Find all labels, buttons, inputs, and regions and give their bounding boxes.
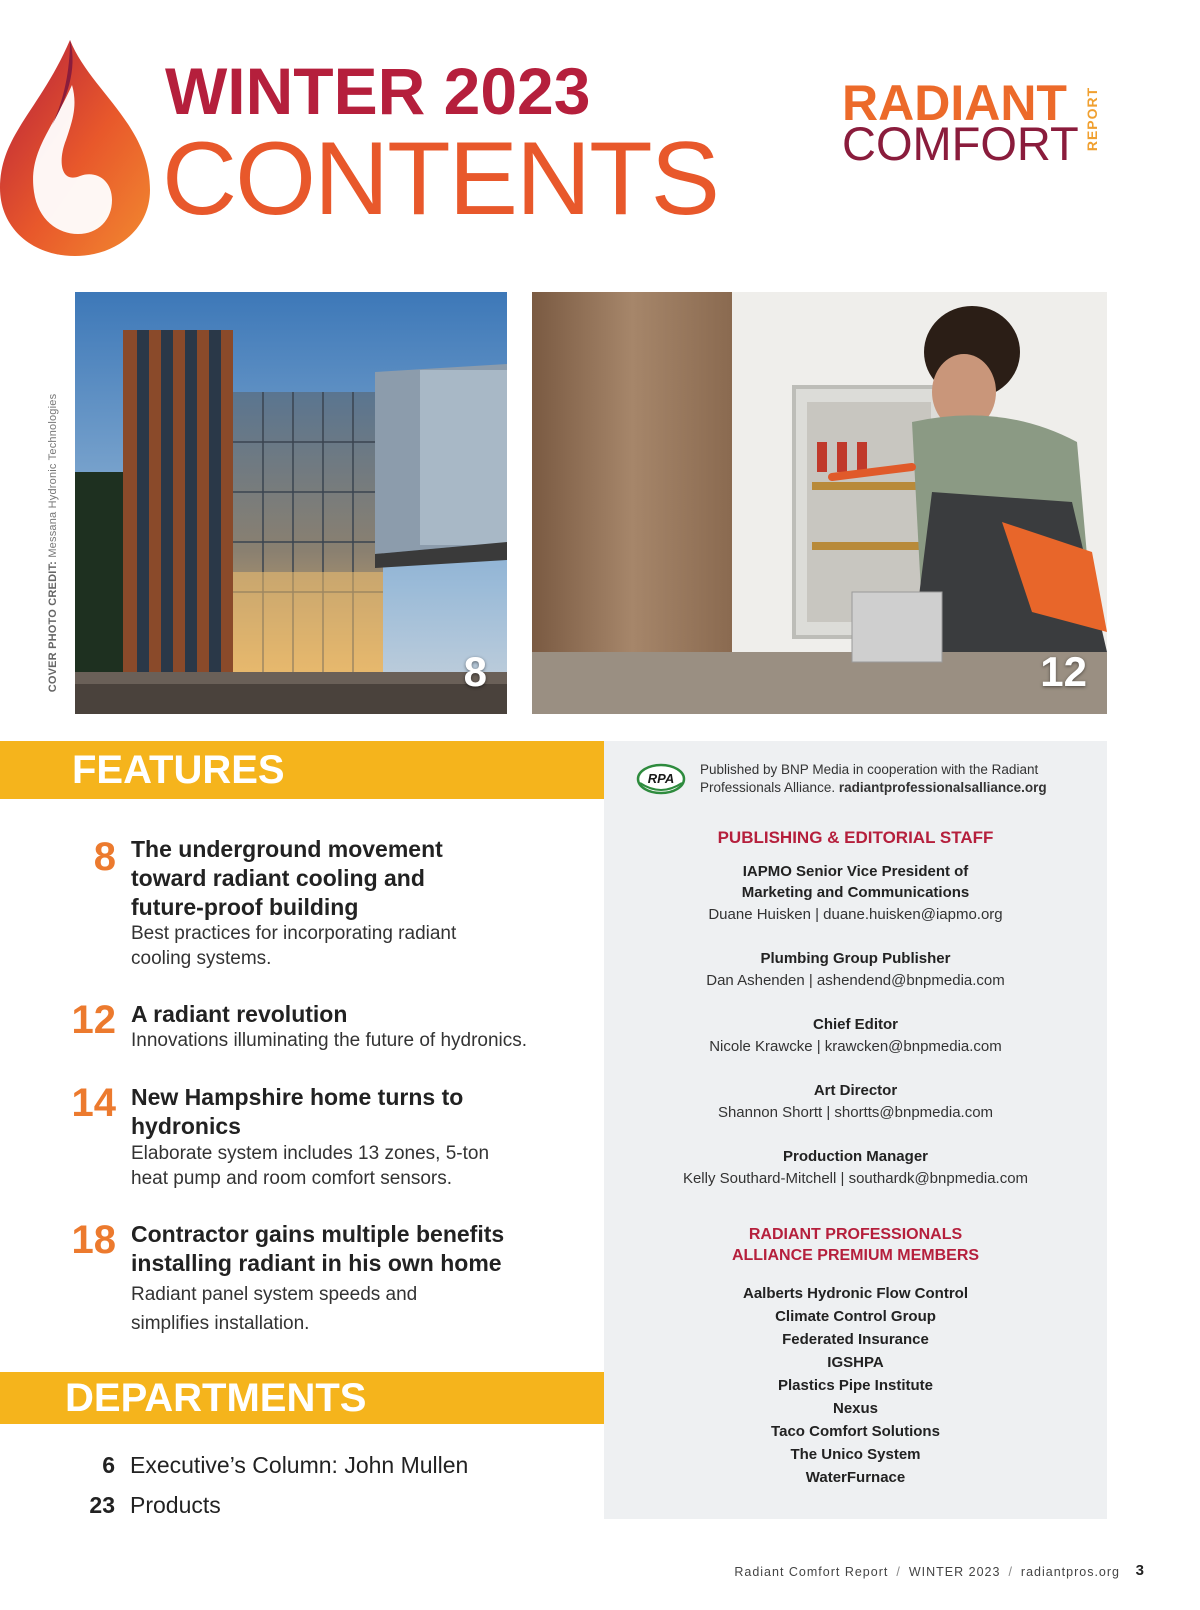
contents-title: CONTENTS [162, 121, 718, 237]
feature-page-number: 18 [71, 1218, 116, 1262]
glass-building-image [75, 292, 507, 714]
member-item: The Unico System [790, 1446, 921, 1463]
feature-title[interactable]: New Hampshire home turns to hydronics [131, 1084, 464, 1139]
feature-title[interactable]: The underground movement toward radiant cooling and future-proof building [131, 836, 443, 920]
footer-issue: WINTER 2023 [908, 1565, 1001, 1579]
alliance-url-link[interactable]: radiantprofessionalsalliance.org [838, 780, 1047, 795]
rpa-logo-text: RPA [647, 771, 675, 786]
member-item: Federated Insurance [782, 1331, 929, 1348]
staff-role: Plumbing Group Publisher [760, 950, 951, 967]
members-heading-line2: ALLIANCE PREMIUM MEMBERS [731, 1247, 980, 1264]
feature-title[interactable]: Contractor gains multiple benefits installing radiant in his own home [131, 1221, 505, 1276]
rpa-logo-icon [636, 763, 686, 795]
members-heading-line1: RADIANT PROFESSIONALS [748, 1226, 963, 1243]
staff-contact[interactable]: Shannon Shortt | shortts@bnpmedia.com [717, 1104, 994, 1121]
building-photo-page-number: 8 [463, 648, 487, 695]
department-title: Executive’s Column: John Mullen [130, 1452, 469, 1478]
technician-manifold-image [532, 292, 1107, 714]
cover-photo-credit: COVER PHOTO CREDIT: Messana Hydronic Technologies [47, 393, 59, 693]
footer-url-link[interactable]: radiantpros.org [1020, 1565, 1120, 1579]
staff-contact[interactable]: Dan Ashenden | ashendend@bnpmedia.com [706, 972, 1005, 989]
staff-contact[interactable]: Duane Huisken | duane.huisken@iapmo.org [708, 906, 1003, 923]
brand-report-text: REPORT [1084, 86, 1100, 152]
brand-comfort-text: COMFORT [842, 117, 1079, 170]
flame-drop-logo-icon [0, 30, 160, 260]
departments-heading: DEPARTMENTS [0, 1372, 604, 1424]
feature-description: Elaborate system includes 13 zones, 5-ton heat pump and room comfort sensors. [131, 1143, 490, 1189]
feature-description: Innovations illuminating the future of hydronics. [131, 1030, 528, 1051]
member-item: Climate Control Group [775, 1308, 936, 1325]
department-page-number: 6 [102, 1452, 115, 1478]
staff-heading: PUBLISHING & EDITORIAL STAFF [717, 828, 994, 847]
features-heading: FEATURES [0, 741, 604, 799]
member-item: Nexus [832, 1400, 879, 1417]
feature-page-number: 12 [71, 998, 116, 1042]
feature-title[interactable]: A radiant revolution [131, 1001, 348, 1027]
member-item: IGSHPA [827, 1354, 884, 1371]
building-photo[interactable] [75, 292, 507, 714]
page-number: 3 [1135, 1562, 1144, 1579]
publisher-note: Published by BNP Media in cooperation with the Radiant Professionals Alliance. radiantprofessionalsalliance.org [700, 762, 1047, 795]
staff-role: IAPMO Senior Vice President of [742, 863, 969, 880]
technician-photo-page-number: 12 [1040, 648, 1087, 695]
department-page-number: 23 [89, 1492, 115, 1518]
staff-role: Marketing and Communications [741, 884, 970, 901]
staff-panel [604, 741, 1107, 1519]
department-title: Products [130, 1492, 221, 1518]
staff-role: Chief Editor [813, 1016, 898, 1033]
issue-title: WINTER 2023 [165, 54, 591, 128]
department-item[interactable] [80, 1452, 468, 1479]
staff-role: Art Director [813, 1082, 898, 1099]
member-item: Aalberts Hydronic Flow Control [742, 1285, 968, 1302]
page-footer: Radiant Comfort Report / WINTER 2023 / radiantpros.org [734, 1565, 1120, 1579]
brand-radiant-text: RADIANT [842, 75, 1067, 131]
department-item[interactable] [80, 1492, 221, 1519]
radiant-comfort-report-logo [842, 75, 1132, 170]
feature-description: Radiant panel system speeds and simplifies installation. [131, 1284, 418, 1334]
member-item: Taco Comfort Solutions [771, 1423, 940, 1440]
technician-photo[interactable] [532, 292, 1107, 714]
feature-page-number: 14 [71, 1081, 116, 1125]
member-item: WaterFurnace [805, 1469, 906, 1486]
feature-description: Best practices for incorporating radiant cooling systems. [131, 923, 457, 969]
staff-role: Production Manager [782, 1148, 928, 1165]
member-item: Plastics Pipe Institute [777, 1377, 934, 1394]
feature-page-number: 8 [93, 835, 116, 879]
footer-publication: Radiant Comfort Report [734, 1565, 889, 1579]
staff-contact[interactable]: Kelly Southard-Mitchell | southardk@bnpmedia.com [682, 1170, 1029, 1187]
staff-contact[interactable]: Nicole Krawcke | krawcken@bnpmedia.com [709, 1038, 1002, 1055]
